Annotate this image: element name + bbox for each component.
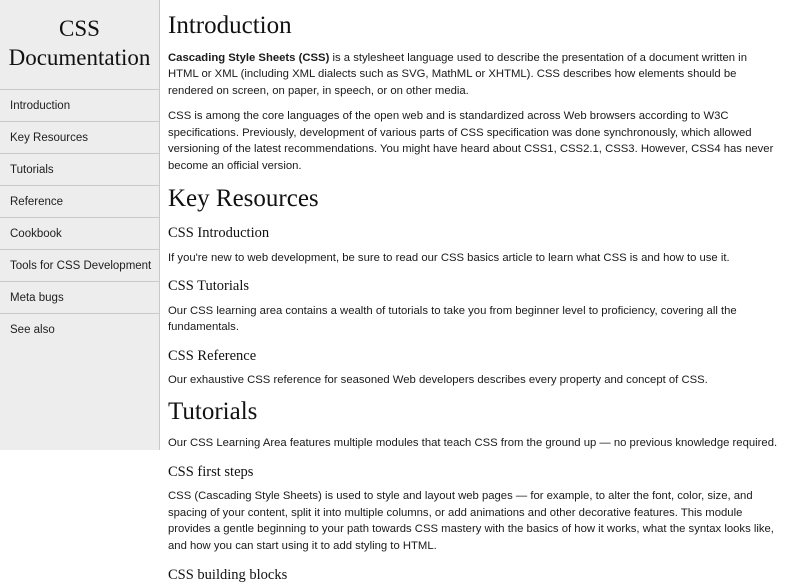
subheading-css-building-blocks: CSS building blocks (168, 566, 288, 583)
sidebar-title-text: CSS Documentation (8, 16, 151, 71)
subheading-css-introduction: CSS Introduction (168, 225, 270, 242)
sidebar-title (0, 0, 159, 90)
introduction-paragraph-2: CSS is among the core languages of the open web and is standardized across Web browsers according to W3C specifications. Previously, development of various parts of CSS specification was done synchronously, which allowed versioning of the latest recommendations. You might have heard about CSS1, CSS2.1, CSS3. However, CSS4 has never become an official version. (168, 110, 774, 173)
section-heading-tutorials: Tutorials (168, 397, 258, 425)
sidebar (0, 0, 160, 450)
sidebar-item-reference[interactable]: Reference (0, 186, 159, 218)
subheading-css-reference: CSS Reference (168, 347, 257, 364)
section-heading-key-resources: Key Resources (168, 184, 319, 212)
introduction-paragraph-1 (168, 50, 778, 100)
sidebar-nav (0, 90, 159, 346)
paragraph-tutorials-intro: Our CSS Learning Area features multiple modules that teach CSS from the ground up — no previous knowledge required. (168, 437, 778, 450)
subheading-css-tutorials: CSS Tutorials (168, 278, 250, 295)
sidebar-item-see-also[interactable]: See also (10, 323, 55, 336)
section-heading-introduction: Introduction (168, 12, 292, 39)
paragraph-css-introduction: If you're new to web development, be sure to read our CSS basics article to learn what CSS is and how to use it. (168, 251, 730, 264)
sidebar-item-cookbook[interactable]: Cookbook (0, 218, 159, 250)
sidebar-filler (0, 346, 159, 450)
sidebar-item-key-resources[interactable]: Key Resources (0, 122, 159, 154)
sidebar-item-introduction[interactable]: Introduction (0, 90, 159, 122)
main-content (160, 0, 800, 583)
paragraph-css-reference: Our exhaustive CSS reference for seasoned Web developers describes every property and concept of CSS. (168, 374, 708, 387)
sidebar-item-meta-bugs[interactable]: Meta bugs (0, 282, 159, 314)
sidebar-item-tools-for-css-development[interactable]: Tools for CSS Development (0, 250, 159, 282)
paragraph-css-first-steps: CSS (Cascading Style Sheets) is used to style and layout web pages — for example, to alter the font, color, size, and spacing of your content, split it into multiple columns, or add animations and other decorative features. This module provides a gentle beginning to your path towards CSS mastery with the basics of how it works, what the syntax looks like, and how you can start using it to add styling to HTML. (168, 490, 774, 552)
subheading-css-first-steps: CSS first steps (168, 463, 254, 480)
sidebar-item-tutorials[interactable]: Tutorials (0, 154, 159, 186)
paragraph-css-tutorials: Our CSS learning area contains a wealth of tutorials to take you from beginner level to proficiency, covering all the fundamentals. (168, 304, 737, 334)
introduction-lead-text: Cascading Style Sheets (CSS) (168, 51, 330, 64)
introduction-paragraph-1-rest: is a stylesheet language used to describe the presentation of a document written in HTML or XML (including XML dialects such as SVG, MathML or XHTML). CSS describes how elements should be rendered on screen, on paper, in speech, or on other media. (168, 51, 747, 97)
